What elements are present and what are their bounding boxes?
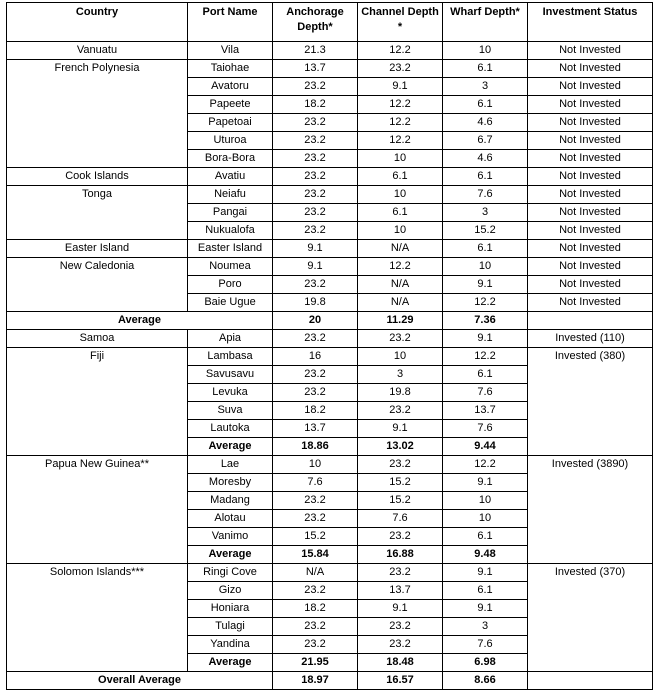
average-label: Average <box>188 546 273 564</box>
average-anchorage: 18.86 <box>273 438 358 456</box>
anchorage-depth-cell: 23.2 <box>273 384 358 402</box>
anchorage-depth-cell: 13.7 <box>273 60 358 78</box>
wharf-depth-cell: 7.6 <box>443 186 528 204</box>
wharf-depth-cell: 3 <box>443 618 528 636</box>
channel-depth-cell: 9.1 <box>358 420 443 438</box>
anchorage-depth-cell: 13.7 <box>273 420 358 438</box>
wharf-depth-cell: 9.1 <box>443 600 528 618</box>
wharf-depth-cell: 6.1 <box>443 240 528 258</box>
anchorage-depth-cell: 7.6 <box>273 474 358 492</box>
channel-depth-cell: 19.8 <box>358 384 443 402</box>
anchorage-depth-cell: 16 <box>273 348 358 366</box>
wharf-depth-cell: 3 <box>443 78 528 96</box>
anchorage-depth-cell: 9.1 <box>273 240 358 258</box>
investment-status-cell: Not Invested <box>528 150 653 168</box>
wharf-depth-cell: 6.1 <box>443 168 528 186</box>
anchorage-depth-cell: 19.8 <box>273 294 358 312</box>
channel-depth-cell: 6.1 <box>358 204 443 222</box>
overall-average-wharf: 8.66 <box>443 672 528 690</box>
header-row <box>7 3 653 42</box>
port-name-cell: Moresby <box>188 474 273 492</box>
wharf-depth-cell: 6.1 <box>443 366 528 384</box>
overall-average-label: Overall Average <box>7 672 273 690</box>
country-cell: Cook Islands <box>7 168 188 186</box>
average-label: Average <box>188 654 273 672</box>
wharf-depth-cell: 10 <box>443 42 528 60</box>
port-name-cell: Honiara <box>188 600 273 618</box>
investment-status-cell: Not Invested <box>528 60 653 78</box>
anchorage-depth-cell: 23.2 <box>273 636 358 654</box>
port-depth-table <box>6 2 653 690</box>
anchorage-depth-cell: 23.2 <box>273 366 358 384</box>
overall-average-status-blank <box>528 672 653 690</box>
table-row <box>7 348 653 366</box>
anchorage-depth-cell: 18.2 <box>273 96 358 114</box>
wharf-depth-cell: 4.6 <box>443 114 528 132</box>
anchorage-depth-cell: 23.2 <box>273 510 358 528</box>
average-wharf: 9.44 <box>443 438 528 456</box>
investment-status-cell: Invested (3890) <box>528 456 653 564</box>
average-channel: 18.48 <box>358 654 443 672</box>
anchorage-depth-cell: 23.2 <box>273 330 358 348</box>
port-name-cell: Noumea <box>188 258 273 276</box>
channel-depth-cell: 23.2 <box>358 618 443 636</box>
channel-depth-cell: 10 <box>358 186 443 204</box>
wharf-depth-cell: 12.2 <box>443 348 528 366</box>
investment-status-cell: Not Invested <box>528 78 653 96</box>
channel-depth-cell: 23.2 <box>358 564 443 582</box>
channel-depth-cell: N/A <box>358 276 443 294</box>
wharf-depth-cell: 7.6 <box>443 420 528 438</box>
wharf-depth-cell: 9.1 <box>443 330 528 348</box>
table-row <box>7 456 653 474</box>
header-investment-status: Investment Status <box>528 3 653 42</box>
channel-depth-cell: 12.2 <box>358 42 443 60</box>
investment-status-cell: Not Invested <box>528 258 653 276</box>
port-name-cell: Avatoru <box>188 78 273 96</box>
channel-depth-cell: 15.2 <box>358 492 443 510</box>
average-anchorage: 21.95 <box>273 654 358 672</box>
port-name-cell: Yandina <box>188 636 273 654</box>
wharf-depth-cell: 9.1 <box>443 474 528 492</box>
port-name-cell: Lambasa <box>188 348 273 366</box>
wharf-depth-cell: 6.1 <box>443 96 528 114</box>
channel-depth-cell: 12.2 <box>358 96 443 114</box>
channel-depth-cell: 3 <box>358 366 443 384</box>
investment-status-cell: Not Invested <box>528 294 653 312</box>
wharf-depth-cell: 12.2 <box>443 456 528 474</box>
anchorage-depth-cell: 21.3 <box>273 42 358 60</box>
port-name-cell: Avatiu <box>188 168 273 186</box>
header-anchorage-depth: Anchorage Depth* <box>273 3 358 42</box>
channel-depth-cell: 23.2 <box>358 402 443 420</box>
country-cell: Fiji <box>7 348 188 456</box>
anchorage-depth-cell: 23.2 <box>273 78 358 96</box>
wharf-depth-cell: 9.1 <box>443 276 528 294</box>
anchorage-depth-cell: 23.2 <box>273 204 358 222</box>
average-row <box>7 312 653 330</box>
anchorage-depth-cell: 18.2 <box>273 600 358 618</box>
investment-status-cell: Not Invested <box>528 168 653 186</box>
channel-depth-cell: 23.2 <box>358 60 443 78</box>
port-name-cell: Savusavu <box>188 366 273 384</box>
anchorage-depth-cell: 18.2 <box>273 402 358 420</box>
port-name-cell: Apia <box>188 330 273 348</box>
country-cell: Vanuatu <box>7 42 188 60</box>
port-name-cell: Madang <box>188 492 273 510</box>
investment-status-cell: Not Invested <box>528 186 653 204</box>
port-name-cell: Levuka <box>188 384 273 402</box>
investment-status-cell: Not Invested <box>528 222 653 240</box>
channel-depth-cell: 6.1 <box>358 168 443 186</box>
port-name-cell: Papetoai <box>188 114 273 132</box>
investment-status-cell: Not Invested <box>528 96 653 114</box>
country-cell: Papua New Guinea** <box>7 456 188 564</box>
investment-status-cell: Invested (380) <box>528 348 653 456</box>
port-name-cell: Neiafu <box>188 186 273 204</box>
investment-status-cell: Invested (110) <box>528 330 653 348</box>
port-name-cell: Vanimo <box>188 528 273 546</box>
anchorage-depth-cell: 23.2 <box>273 222 358 240</box>
table-row <box>7 186 653 204</box>
port-name-cell: Taiohae <box>188 60 273 78</box>
anchorage-depth-cell: 23.2 <box>273 132 358 150</box>
port-name-cell: Tulagi <box>188 618 273 636</box>
investment-status-cell: Not Invested <box>528 132 653 150</box>
anchorage-depth-cell: 23.2 <box>273 186 358 204</box>
anchorage-depth-cell: 23.2 <box>273 582 358 600</box>
wharf-depth-cell: 10 <box>443 258 528 276</box>
wharf-depth-cell: 6.1 <box>443 528 528 546</box>
wharf-depth-cell: 10 <box>443 492 528 510</box>
country-cell: Samoa <box>7 330 188 348</box>
wharf-depth-cell: 6.7 <box>443 132 528 150</box>
channel-depth-cell: 23.2 <box>358 456 443 474</box>
channel-depth-cell: 12.2 <box>358 258 443 276</box>
country-cell: French Polynesia <box>7 60 188 168</box>
port-name-cell: Uturoa <box>188 132 273 150</box>
anchorage-depth-cell: 15.2 <box>273 528 358 546</box>
overall-average-row <box>7 672 653 690</box>
channel-depth-cell: 13.7 <box>358 582 443 600</box>
wharf-depth-cell: 10 <box>443 510 528 528</box>
port-name-cell: Poro <box>188 276 273 294</box>
wharf-depth-cell: 15.2 <box>443 222 528 240</box>
investment-status-cell: Invested (370) <box>528 564 653 672</box>
anchorage-depth-cell: 23.2 <box>273 618 358 636</box>
channel-depth-cell: 10 <box>358 222 443 240</box>
average-label: Average <box>188 438 273 456</box>
channel-depth-cell: 7.6 <box>358 510 443 528</box>
country-cell: Solomon Islands*** <box>7 564 188 672</box>
channel-depth-cell: 12.2 <box>358 132 443 150</box>
wharf-depth-cell: 12.2 <box>443 294 528 312</box>
channel-depth-cell: 15.2 <box>358 474 443 492</box>
channel-depth-cell: 9.1 <box>358 600 443 618</box>
table-row <box>7 330 653 348</box>
average-label: Average <box>7 312 273 330</box>
country-cell: New Caledonia <box>7 258 188 312</box>
channel-depth-cell: 23.2 <box>358 330 443 348</box>
investment-status-cell: Not Invested <box>528 276 653 294</box>
average-wharf: 6.98 <box>443 654 528 672</box>
wharf-depth-cell: 7.6 <box>443 636 528 654</box>
average-anchorage: 15.84 <box>273 546 358 564</box>
header-channel-depth: Channel Depth * <box>358 3 443 42</box>
wharf-depth-cell: 13.7 <box>443 402 528 420</box>
wharf-depth-cell: 9.1 <box>443 564 528 582</box>
average-status-blank <box>528 312 653 330</box>
port-name-cell: Bora-Bora <box>188 150 273 168</box>
table-row <box>7 60 653 78</box>
channel-depth-cell: 10 <box>358 150 443 168</box>
average-channel: 16.88 <box>358 546 443 564</box>
anchorage-depth-cell: 23.2 <box>273 276 358 294</box>
overall-average-channel: 16.57 <box>358 672 443 690</box>
average-wharf: 7.36 <box>443 312 528 330</box>
port-name-cell: Lautoka <box>188 420 273 438</box>
anchorage-depth-cell: 23.2 <box>273 168 358 186</box>
port-name-cell: Suva <box>188 402 273 420</box>
table-row <box>7 240 653 258</box>
table-row <box>7 258 653 276</box>
port-name-cell: Easter Island <box>188 240 273 258</box>
table-row <box>7 168 653 186</box>
port-name-cell: Nukualofa <box>188 222 273 240</box>
channel-depth-cell: N/A <box>358 294 443 312</box>
channel-depth-cell: 12.2 <box>358 114 443 132</box>
port-name-cell: Ringi Cove <box>188 564 273 582</box>
investment-status-cell: Not Invested <box>528 42 653 60</box>
investment-status-cell: Not Invested <box>528 240 653 258</box>
channel-depth-cell: 23.2 <box>358 528 443 546</box>
channel-depth-cell: 9.1 <box>358 78 443 96</box>
table-row <box>7 42 653 60</box>
anchorage-depth-cell: 23.2 <box>273 150 358 168</box>
anchorage-depth-cell: N/A <box>273 564 358 582</box>
average-anchorage: 20 <box>273 312 358 330</box>
investment-status-cell: Not Invested <box>528 114 653 132</box>
channel-depth-cell: N/A <box>358 240 443 258</box>
channel-depth-cell: 10 <box>358 348 443 366</box>
country-cell: Easter Island <box>7 240 188 258</box>
average-channel: 13.02 <box>358 438 443 456</box>
port-name-cell: Alotau <box>188 510 273 528</box>
channel-depth-cell: 23.2 <box>358 636 443 654</box>
average-channel: 11.29 <box>358 312 443 330</box>
port-name-cell: Gizo <box>188 582 273 600</box>
port-name-cell: Vila <box>188 42 273 60</box>
wharf-depth-cell: 4.6 <box>443 150 528 168</box>
wharf-depth-cell: 7.6 <box>443 384 528 402</box>
wharf-depth-cell: 3 <box>443 204 528 222</box>
anchorage-depth-cell: 23.2 <box>273 114 358 132</box>
average-wharf: 9.48 <box>443 546 528 564</box>
header-port-name: Port Name <box>188 3 273 42</box>
anchorage-depth-cell: 10 <box>273 456 358 474</box>
port-name-cell: Pangai <box>188 204 273 222</box>
table-row <box>7 564 653 582</box>
port-name-cell: Papeete <box>188 96 273 114</box>
overall-average-anchorage: 18.97 <box>273 672 358 690</box>
wharf-depth-cell: 6.1 <box>443 582 528 600</box>
port-name-cell: Lae <box>188 456 273 474</box>
country-cell: Tonga <box>7 186 188 240</box>
investment-status-cell: Not Invested <box>528 204 653 222</box>
anchorage-depth-cell: 9.1 <box>273 258 358 276</box>
header-wharf-depth: Wharf Depth* <box>443 3 528 42</box>
wharf-depth-cell: 6.1 <box>443 60 528 78</box>
anchorage-depth-cell: 23.2 <box>273 492 358 510</box>
header-country: Country <box>7 3 188 42</box>
port-name-cell: Baie Ugue <box>188 294 273 312</box>
table-body <box>7 42 653 690</box>
